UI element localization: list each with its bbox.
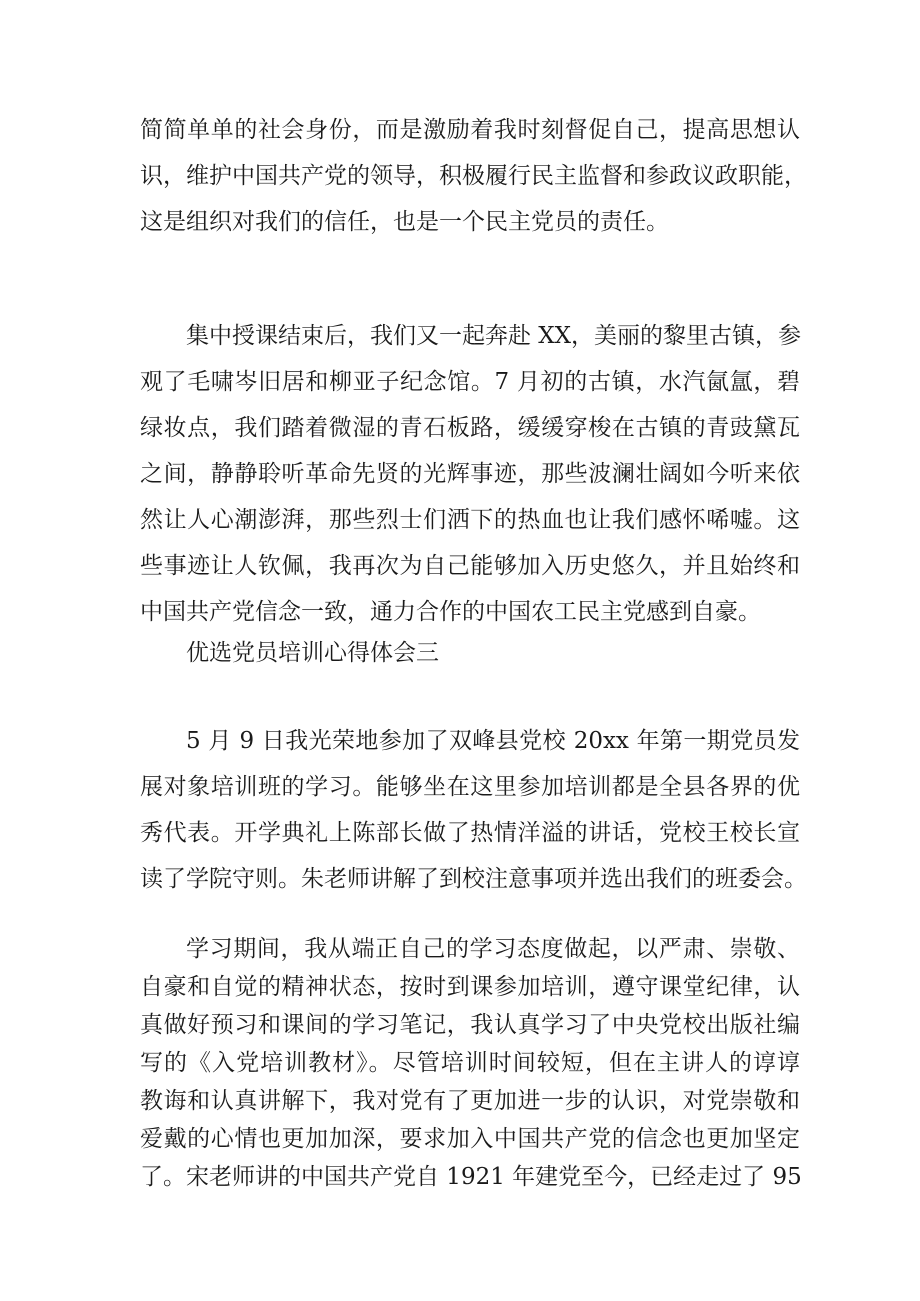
paragraph-line: 集中授课结束后，我们又一起奔赴 XX，美丽的黎里古镇，参 bbox=[186, 323, 802, 349]
paragraph-line: 之间，静静聆听革命先贤的光辉事迹，那些波澜壮阔如今听来依 bbox=[140, 461, 800, 487]
paragraph-line: 展对象培训班的学习。能够坐在这里参加培训都是全县各界的优 bbox=[140, 774, 800, 800]
paragraph-line: 绿妆点，我们踏着微湿的青石板路，缓缓穿梭在古镇的青豉黛瓦 bbox=[140, 415, 800, 441]
paragraph-line: 爱戴的心情也更加加深，要求加入中国共产党的信念也更加坚定 bbox=[140, 1126, 800, 1152]
paragraph-line: 些事迹让人钦佩，我再次为自己能够加入历史悠久，并且始终和 bbox=[140, 553, 800, 579]
paragraph-line: 写的《入党培训教材》。尽管培训时间较短，但在主讲人的谆谆 bbox=[140, 1050, 800, 1076]
paragraph-4 bbox=[140, 930, 800, 1196]
paragraph-line: 然让人心潮澎湃，那些烈士们洒下的热血也让我们感怀唏嘘。这 bbox=[140, 507, 800, 533]
paragraph-line: 这是组织对我们的信任，也是一个民主党员的责任。 bbox=[140, 209, 669, 235]
paragraph-line: 观了毛啸岑旧居和柳亚子纪念馆。7 月初的古镇，水汽氤氲，碧 bbox=[140, 369, 800, 395]
paragraph-line: 真做好预习和课间的学习笔记，我认真学习了中央党校出版社编 bbox=[140, 1012, 800, 1038]
paragraph-line: 自豪和自觉的精神状态，按时到课参加培训，遵守课堂纪律，认 bbox=[140, 974, 800, 1000]
paragraph-line: 中国共产党信念一致，通力合作的中国农工民主党感到自豪。 bbox=[140, 599, 761, 625]
paragraph-line: 了。宋老师讲的中国共产党自 1921 年建党至今，已经走过了 95 bbox=[140, 1164, 802, 1190]
paragraph-line: 教诲和认真讲解下，我对党有了更加进一步的认识，对党崇敬和 bbox=[140, 1088, 800, 1114]
paragraph-line: 简简单单的社会身份，而是激励着我时刻督促自己，提高思想认 bbox=[140, 117, 800, 143]
paragraph-line: 学习期间，我从端正自己的学习态度做起，以严肃、崇敬、 bbox=[186, 936, 800, 962]
paragraph-line: 秀代表。开学典礼上陈部长做了热情洋溢的讲话，党校王校长宣 bbox=[140, 820, 800, 846]
paragraph-1 bbox=[140, 107, 807, 245]
section-heading: 优选党员培训心得体会三 bbox=[186, 640, 439, 666]
paragraph-line: 读了学院守则。朱老师讲解了到校注意事项并选出我们的班委会。 bbox=[140, 866, 807, 892]
paragraph-line: 识，维护中国共产党的领导，积极履行民主监督和参政议政职能， bbox=[140, 163, 807, 189]
paragraph-2 bbox=[140, 313, 800, 635]
paragraph-line: 5 月 9 日我光荣地参加了双峰县党校 20xx 年第一期党员发 bbox=[186, 728, 800, 754]
paragraph-3 bbox=[140, 718, 807, 902]
